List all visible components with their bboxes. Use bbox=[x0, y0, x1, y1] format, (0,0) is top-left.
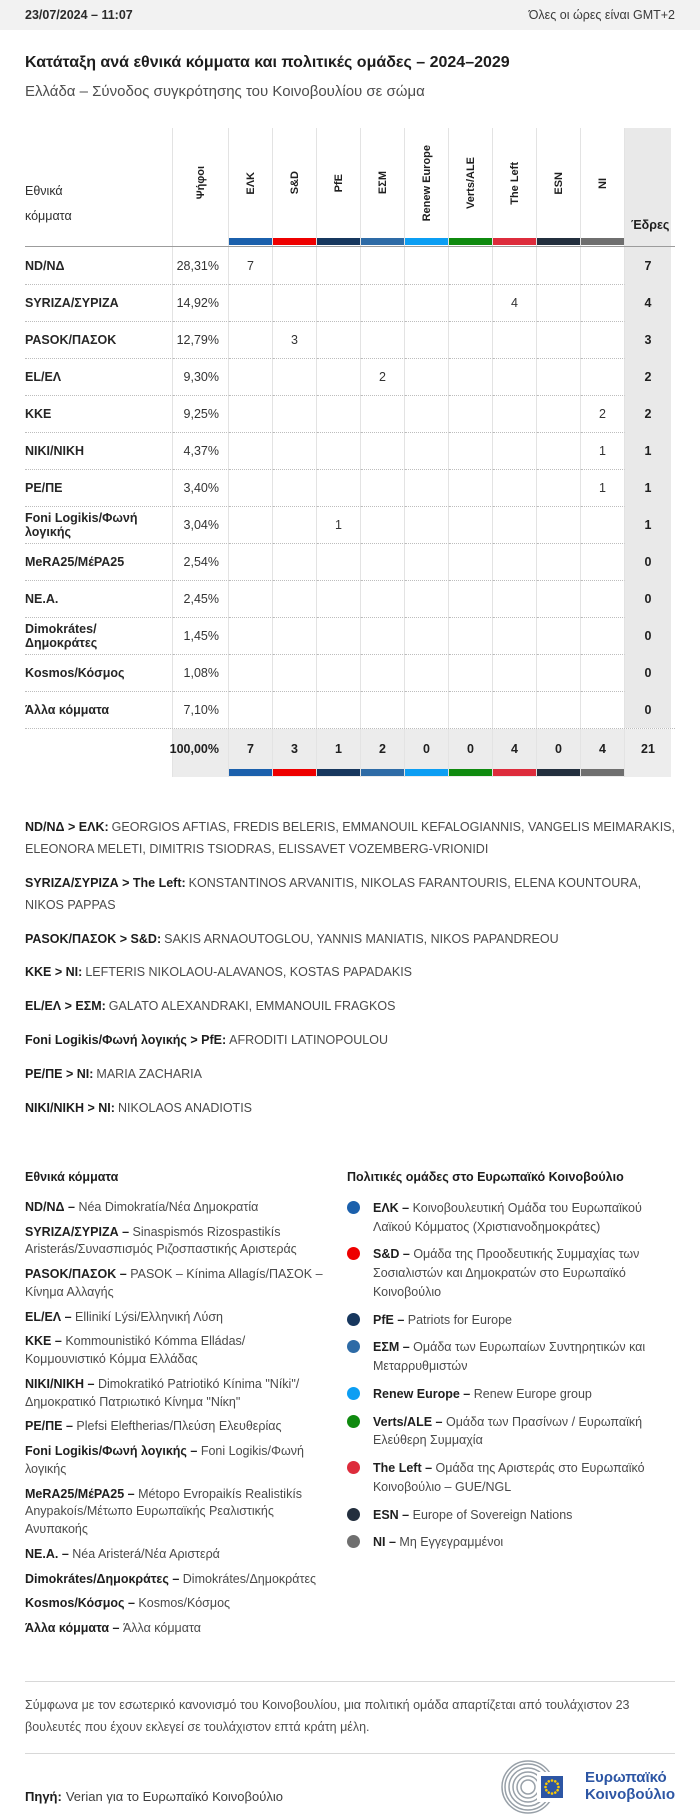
group-seat-cell bbox=[273, 469, 317, 506]
group-seat-cell bbox=[273, 432, 317, 469]
group-seat-cell bbox=[317, 617, 361, 654]
total-group-seats: 0 bbox=[449, 729, 493, 769]
source-line bbox=[25, 1789, 283, 1804]
group-seat-cell bbox=[229, 617, 273, 654]
legend-party-item: Dimokrátes/Δημοκράτες – Dimokrátes/Δημοκράτες bbox=[25, 1571, 317, 1586]
votes-cell: 9,25% bbox=[173, 395, 229, 432]
footnote: ND/ΝΔ > ΕΛΚ: GEORGIOS AFTIAS, FREDIS BELERIS, EMMANOUIL KEFALOGIANNIS, VANGELIS MEIMARAKIS, ELEONORA MELETI, DIMITRIS TSIODRAS, ELISSAVET VOZEMBERG-VRIONIDI bbox=[25, 820, 675, 856]
group-seat-cell: 1 bbox=[581, 432, 625, 469]
table-row bbox=[25, 395, 675, 432]
votes-cell: 14,92% bbox=[173, 284, 229, 321]
votes-cell: 9,30% bbox=[173, 358, 229, 395]
legend-group-item: NI – Μη Εγγεγραμμένοι bbox=[347, 1533, 675, 1552]
legend-group-item: Verts/ALE – Ομάδα των Πρασίνων / Ευρωπαϊκή Ελεύθερη Συμμαχία bbox=[347, 1413, 675, 1451]
footnote: Foni Logikis/Φωνή λογικής > PfE: AFRODITI LATINOPOULOU bbox=[25, 1033, 388, 1048]
seats-cell: 0 bbox=[625, 580, 671, 617]
group-seat-cell bbox=[449, 247, 493, 284]
votes-cell: 28,31% bbox=[173, 247, 229, 284]
group-seat-cell bbox=[581, 284, 625, 321]
group-seat-cell bbox=[581, 543, 625, 580]
footnote: ΚΚΕ > NI: LEFTERIS NIKOLAOU-ALAVANOS, KOSTAS PAPADAKIS bbox=[25, 965, 413, 980]
table-header bbox=[25, 128, 675, 247]
elected-members-footnotes bbox=[25, 817, 675, 1120]
group-seat-cell bbox=[229, 358, 273, 395]
group-seat-cell bbox=[361, 432, 405, 469]
group-seat-cell bbox=[405, 469, 449, 506]
total-group-seats: 0 bbox=[405, 729, 449, 769]
column-header-group-ecr: ΕΣΜ bbox=[361, 128, 405, 238]
table-row bbox=[25, 543, 675, 580]
group-seat-cell bbox=[581, 321, 625, 358]
group-seat-cell bbox=[229, 284, 273, 321]
party-name: ΝΙΚΙ/ΝΙΚΗ bbox=[25, 432, 173, 469]
group-color-bar bbox=[493, 238, 537, 246]
votes-cell: 7,10% bbox=[173, 691, 229, 728]
total-color-bar-row bbox=[25, 769, 675, 777]
group-seat-cell bbox=[361, 247, 405, 284]
table-row bbox=[25, 691, 675, 728]
total-group-seats: 4 bbox=[493, 729, 537, 769]
group-seat-cell bbox=[361, 506, 405, 543]
legend-party-item: ΚΚΕ – Kommounistikó Kómma Elládas/Κομμουνιστικό Κόμμα Ελλάδας bbox=[25, 1334, 246, 1366]
group-seat-cell bbox=[405, 506, 449, 543]
footer bbox=[25, 1753, 675, 1814]
group-seat-cell bbox=[273, 284, 317, 321]
legend-party-item: EL/ΕΛ – Ellinikí Lýsi/Ελληνική Λύση bbox=[25, 1309, 223, 1324]
party-name: PASOK/ΠΑΣΟΚ bbox=[25, 321, 173, 358]
legend-groups-title: Πολιτικές ομάδες στο Ευρωπαϊκό Κοινοβούλιο bbox=[347, 1169, 624, 1184]
group-seat-cell bbox=[537, 395, 581, 432]
table-row bbox=[25, 284, 675, 321]
column-header-group-left: The Left bbox=[493, 128, 537, 238]
group-seat-cell bbox=[317, 247, 361, 284]
group-seat-cell bbox=[581, 654, 625, 691]
group-color-bar bbox=[317, 238, 361, 246]
legend-group-item: Renew Europe – Renew Europe group bbox=[347, 1385, 675, 1404]
footnote: ΝΙΚΙ/ΝΙΚΗ > NI: NIKOLAOS ANADIOTIS bbox=[25, 1100, 253, 1115]
legend-party-item: PASOK/ΠΑΣΟΚ – PASOK – Kínima Allagís/ΠΑΣΟΚ – Κίνημα Αλλαγής bbox=[25, 1267, 323, 1299]
table-row bbox=[25, 247, 675, 284]
group-seat-cell bbox=[537, 321, 581, 358]
party-name: ΡΕ/ΠΕ bbox=[25, 469, 173, 506]
legend-group-item: ΕΣΜ – Ομάδα των Ευρωπαίων Συντηρητικών και Μεταρρυθμιστών bbox=[347, 1338, 675, 1376]
legend-group-item: PfE – Patriots for Europe bbox=[347, 1311, 675, 1330]
total-group-seats: 1 bbox=[317, 729, 361, 769]
group-color-bar-row bbox=[25, 238, 675, 246]
group-seat-cell bbox=[361, 284, 405, 321]
group-seat-cell bbox=[405, 617, 449, 654]
total-group-seats: 0 bbox=[537, 729, 581, 769]
party-name: SYRIZA/ΣΥΡΙΖΑ bbox=[25, 284, 173, 321]
group-seat-cell bbox=[361, 691, 405, 728]
seats-cell: 0 bbox=[625, 691, 671, 728]
party-name: ΚΚΕ bbox=[25, 395, 173, 432]
group-seat-cell: 1 bbox=[317, 506, 361, 543]
column-header-votes: Ψήφοι bbox=[173, 128, 229, 238]
column-header-group-epp: ΕΛΚ bbox=[229, 128, 273, 238]
group-color-bar bbox=[493, 769, 537, 777]
party-name: ND/ΝΔ bbox=[25, 247, 173, 284]
group-seat-cell bbox=[317, 358, 361, 395]
rules-note: Σύμφωνα με τον εσωτερικό κανονισμό του Κοινοβουλίου, μια πολιτική ομάδα απαρτίζεται από τουλάχιστον 23 βουλευτές που έχουν εκλεγεί σε τουλάχιστον επτά κράτη μέλη. bbox=[25, 1681, 675, 1739]
group-color-bar bbox=[537, 238, 581, 246]
group-seat-cell bbox=[273, 543, 317, 580]
legend-group-item: The Left – Ομάδα της Αριστεράς στο Ευρωπαϊκό Κοινοβούλιο – GUE/NGL bbox=[347, 1459, 675, 1497]
group-seat-cell bbox=[405, 691, 449, 728]
group-color-bar bbox=[273, 238, 317, 246]
group-seat-cell bbox=[581, 691, 625, 728]
group-color-dot bbox=[347, 1387, 360, 1400]
group-color-dot bbox=[347, 1340, 360, 1353]
legend-party-item: ΝΙΚΙ/ΝΙΚΗ – Dimokratikó Patriotikó Kínima "Níki"/Δημοκρατικό Πατριωτικό Κίνημα "Νίκη" bbox=[25, 1376, 300, 1409]
group-seat-cell bbox=[537, 432, 581, 469]
group-color-bar bbox=[405, 238, 449, 246]
group-seat-cell bbox=[449, 432, 493, 469]
legend bbox=[25, 1170, 675, 1645]
group-seat-cell bbox=[449, 395, 493, 432]
group-color-bar bbox=[229, 238, 273, 246]
seats-cell: 3 bbox=[625, 321, 671, 358]
group-seat-cell: 2 bbox=[581, 395, 625, 432]
group-seat-cell bbox=[493, 395, 537, 432]
group-seat-cell bbox=[229, 506, 273, 543]
group-seat-cell bbox=[317, 321, 361, 358]
group-seat-cell bbox=[581, 358, 625, 395]
group-seat-cell bbox=[493, 580, 537, 617]
group-seat-cell bbox=[493, 432, 537, 469]
timestamp: 23/07/2024 – 11:07 bbox=[25, 8, 133, 22]
seats-cell: 1 bbox=[625, 469, 671, 506]
legend-groups-column bbox=[347, 1170, 675, 1645]
group-seat-cell bbox=[581, 247, 625, 284]
seats-cell: 1 bbox=[625, 432, 671, 469]
table-total-row bbox=[25, 728, 675, 769]
legend-party-item: Foni Logikis/Φωνή λογικής – Foni Logikis/Φωνή λογικής bbox=[25, 1444, 304, 1476]
table-row bbox=[25, 432, 675, 469]
legend-party-item: MeRA25/ΜέΡΑ25 – Métopo Evropaikís Realistikís Anypakoís/Μέτωπο Ευρωπαϊκής Ρεαλιστικής Ανυπακοής bbox=[25, 1486, 303, 1536]
group-seat-cell bbox=[317, 654, 361, 691]
votes-cell: 1,08% bbox=[173, 654, 229, 691]
group-seat-cell bbox=[449, 617, 493, 654]
group-seat-cell bbox=[405, 358, 449, 395]
group-seat-cell bbox=[361, 580, 405, 617]
votes-cell: 2,45% bbox=[173, 580, 229, 617]
group-color-dot bbox=[347, 1461, 360, 1474]
group-seat-cell bbox=[537, 691, 581, 728]
group-seat-cell bbox=[317, 395, 361, 432]
table-row bbox=[25, 617, 675, 654]
group-color-bar bbox=[581, 769, 625, 777]
group-seat-cell bbox=[317, 691, 361, 728]
column-header-group-pfe: PfE bbox=[317, 128, 361, 238]
group-seat-cell bbox=[537, 284, 581, 321]
group-seat-cell bbox=[273, 654, 317, 691]
group-color-bar bbox=[229, 769, 273, 777]
legend-party-item: SYRIZA/ΣΥΡΙΖΑ – Sinaspismós Rizospastikís Aristerás/Συνασπισμός Ριζοσπαστικής Αριστεράς bbox=[25, 1224, 297, 1257]
group-seat-cell bbox=[493, 469, 537, 506]
group-seat-cell bbox=[229, 580, 273, 617]
group-seat-cell bbox=[229, 469, 273, 506]
group-seat-cell bbox=[449, 654, 493, 691]
total-group-seats: 7 bbox=[229, 729, 273, 769]
votes-cell: 1,45% bbox=[173, 617, 229, 654]
group-seat-cell bbox=[405, 432, 449, 469]
seats-cell: 2 bbox=[625, 358, 671, 395]
seats-cell: 4 bbox=[625, 284, 671, 321]
legend-party-item: Άλλα κόμματα – Άλλα κόμματα bbox=[25, 1621, 201, 1635]
group-seat-cell: 4 bbox=[493, 284, 537, 321]
group-seat-cell bbox=[229, 654, 273, 691]
group-color-dot bbox=[347, 1535, 360, 1548]
group-seat-cell bbox=[229, 432, 273, 469]
hemicycle-eu-flag-icon bbox=[495, 1760, 577, 1814]
footnote: PASOK/ΠΑΣΟΚ > S&D: SAKIS ARNAOUTOGLOU, YANNIS MANIATIS, NIKOS PAPANDREOU bbox=[25, 931, 559, 946]
group-color-bar bbox=[405, 769, 449, 777]
group-seat-cell bbox=[361, 654, 405, 691]
group-color-bar bbox=[449, 769, 493, 777]
column-header-group-renew: Renew Europe bbox=[405, 128, 449, 238]
group-seat-cell bbox=[405, 654, 449, 691]
legend-party-item: ND/ΝΔ – Néa Dimokratía/Νέα Δημοκρατία bbox=[25, 1199, 259, 1214]
party-name: EL/ΕΛ bbox=[25, 358, 173, 395]
votes-cell: 3,04% bbox=[173, 506, 229, 543]
table-row bbox=[25, 654, 675, 691]
votes-cell: 2,54% bbox=[173, 543, 229, 580]
total-votes: 100,00% bbox=[173, 729, 229, 769]
group-seat-cell bbox=[405, 321, 449, 358]
group-seat-cell bbox=[449, 580, 493, 617]
table-row bbox=[25, 506, 675, 543]
group-seat-cell bbox=[449, 691, 493, 728]
group-seat-cell bbox=[229, 395, 273, 432]
group-seat-cell bbox=[405, 580, 449, 617]
group-color-bar bbox=[361, 769, 405, 777]
group-seat-cell bbox=[273, 691, 317, 728]
group-seat-cell bbox=[493, 617, 537, 654]
legend-party-item: Kosmos/Κόσμος – Kosmos/Κόσμος bbox=[25, 1596, 231, 1611]
group-seat-cell bbox=[273, 580, 317, 617]
footnote: SYRIZA/ΣΥΡΙΖΑ > The Left: KONSTANTINOS ARVANITIS, NIKOLAS FARANTOURIS, ELENA KOUNTOURA, NIKOS PAPPAS bbox=[25, 875, 642, 912]
group-seat-cell bbox=[537, 580, 581, 617]
seats-cell: 0 bbox=[625, 654, 671, 691]
column-header-group-ni: NI bbox=[581, 128, 625, 238]
group-seat-cell bbox=[537, 506, 581, 543]
legend-party-item: ΡΕ/ΠΕ – Plefsi Eleftherias/Πλεύση Ελευθερίας bbox=[25, 1419, 282, 1434]
group-seat-cell bbox=[273, 617, 317, 654]
european-parliament-logo bbox=[495, 1760, 675, 1814]
legend-group-item: ΕΛΚ – Κοινοβουλευτική Ομάδα του Ευρωπαϊκού Λαϊκού Κόμματος (Χριστιανοδημοκράτες) bbox=[347, 1199, 675, 1237]
page-title: Κατάταξη ανά εθνικά κόμματα και πολιτικές ομάδες – 2024–2029 bbox=[25, 54, 510, 71]
logo-wordmark: Ευρωπαϊκό Κοινοβούλιο bbox=[584, 1768, 675, 1803]
footnote: EL/ΕΛ > ΕΣΜ: GALATO ALEXANDRAKI, EMMANOUIL FRAGKOS bbox=[25, 999, 396, 1014]
group-seat-cell bbox=[449, 284, 493, 321]
votes-cell: 3,40% bbox=[173, 469, 229, 506]
group-seat-cell bbox=[317, 432, 361, 469]
page-subtitle: Ελλάδα – Σύνοδος συγκρότησης του Κοινοβουλίου σε σώμα bbox=[25, 83, 425, 100]
table-row bbox=[25, 358, 675, 395]
group-seat-cell bbox=[405, 247, 449, 284]
row-header-label: Εθνικά κόμματα bbox=[25, 128, 173, 238]
top-bar bbox=[0, 0, 700, 30]
group-seat-cell bbox=[317, 469, 361, 506]
group-seat-cell bbox=[449, 321, 493, 358]
group-seat-cell bbox=[361, 469, 405, 506]
group-color-bar bbox=[361, 238, 405, 246]
seats-cell: 2 bbox=[625, 395, 671, 432]
group-seat-cell bbox=[493, 543, 537, 580]
group-seat-cell bbox=[449, 358, 493, 395]
table-row bbox=[25, 321, 675, 358]
group-seat-cell bbox=[449, 506, 493, 543]
votes-cell: 4,37% bbox=[173, 432, 229, 469]
legend-parties-column bbox=[25, 1170, 325, 1645]
group-color-dot bbox=[347, 1415, 360, 1428]
group-seat-cell bbox=[537, 543, 581, 580]
group-seat-cell bbox=[405, 284, 449, 321]
group-seat-cell bbox=[317, 543, 361, 580]
group-seat-cell bbox=[537, 654, 581, 691]
group-seat-cell bbox=[273, 247, 317, 284]
group-color-bar bbox=[537, 769, 581, 777]
group-seat-cell bbox=[537, 617, 581, 654]
seats-cell: 0 bbox=[625, 543, 671, 580]
table-row bbox=[25, 580, 675, 617]
total-group-seats: 4 bbox=[581, 729, 625, 769]
seats-cell: 1 bbox=[625, 506, 671, 543]
seats-cell: 7 bbox=[625, 247, 671, 284]
group-color-dot bbox=[347, 1247, 360, 1260]
column-header-group-greens: Verts/ALE bbox=[449, 128, 493, 238]
results-table bbox=[25, 128, 675, 777]
legend-party-item: ΝΕ.Α. – Néa Aristerá/Νέα Αριστερά bbox=[25, 1546, 220, 1561]
party-name: Kosmos/Κόσμος bbox=[25, 654, 173, 691]
table-row bbox=[25, 469, 675, 506]
group-seat-cell: 3 bbox=[273, 321, 317, 358]
group-seat-cell bbox=[449, 543, 493, 580]
group-color-bar bbox=[449, 238, 493, 246]
seats-cell: 0 bbox=[625, 617, 671, 654]
total-group-seats: 3 bbox=[273, 729, 317, 769]
legend-parties-title: Εθνικά κόμματα bbox=[25, 1169, 119, 1184]
group-seat-cell bbox=[493, 506, 537, 543]
legend-group-item: ESN – Europe of Sovereign Nations bbox=[347, 1506, 675, 1525]
group-seat-cell bbox=[229, 543, 273, 580]
column-header-group-esn: ESN bbox=[537, 128, 581, 238]
group-seat-cell: 2 bbox=[361, 358, 405, 395]
group-seat-cell bbox=[493, 691, 537, 728]
group-color-dot bbox=[347, 1201, 360, 1214]
party-name: Άλλα κόμματα bbox=[25, 691, 173, 728]
group-seat-cell bbox=[361, 543, 405, 580]
source-label: Πηγή: bbox=[25, 1788, 62, 1804]
party-name: ΝΕ.Α. bbox=[25, 580, 173, 617]
column-header-group-sd: S&D bbox=[273, 128, 317, 238]
source-text: Verian για το Ευρωπαϊκό Κοινοβούλιο bbox=[65, 1788, 283, 1804]
total-group-seats: 2 bbox=[361, 729, 405, 769]
group-seat-cell bbox=[405, 395, 449, 432]
party-name: MeRA25/ΜέΡΑ25 bbox=[25, 543, 173, 580]
votes-cell: 12,79% bbox=[173, 321, 229, 358]
group-seat-cell bbox=[581, 617, 625, 654]
group-color-bar bbox=[273, 769, 317, 777]
group-seat-cell bbox=[273, 358, 317, 395]
group-color-dot bbox=[347, 1313, 360, 1326]
group-seat-cell: 7 bbox=[229, 247, 273, 284]
group-seat-cell bbox=[273, 506, 317, 543]
group-seat-cell bbox=[581, 506, 625, 543]
group-seat-cell bbox=[361, 321, 405, 358]
timezone-note: Όλες οι ώρες είναι GMT+2 bbox=[528, 8, 675, 22]
group-seat-cell bbox=[229, 691, 273, 728]
group-seat-cell bbox=[537, 469, 581, 506]
legend-group-item: S&D – Ομάδα της Προοδευτικής Συμμαχίας των Σοσιαλιστών και Δημοκρατών στο Ευρωπαϊκό Κοινοβούλιο bbox=[347, 1245, 675, 1301]
group-seat-cell bbox=[273, 395, 317, 432]
group-color-dot bbox=[347, 1508, 360, 1521]
total-seats: 21 bbox=[625, 729, 671, 769]
group-seat-cell bbox=[537, 247, 581, 284]
group-seat-cell bbox=[317, 580, 361, 617]
group-seat-cell bbox=[361, 395, 405, 432]
group-seat-cell bbox=[493, 321, 537, 358]
group-color-bar bbox=[317, 769, 361, 777]
group-seat-cell bbox=[581, 580, 625, 617]
group-seat-cell bbox=[493, 358, 537, 395]
group-seat-cell bbox=[493, 654, 537, 691]
group-seat-cell: 1 bbox=[581, 469, 625, 506]
group-seat-cell bbox=[405, 543, 449, 580]
group-seat-cell bbox=[317, 284, 361, 321]
column-header-seats: Έδρες bbox=[625, 128, 671, 238]
footnote: ΡΕ/ΠΕ > NI: MARIA ZACHARIA bbox=[25, 1067, 202, 1081]
group-seat-cell bbox=[493, 247, 537, 284]
group-seat-cell bbox=[449, 469, 493, 506]
group-seat-cell bbox=[229, 321, 273, 358]
group-seat-cell bbox=[361, 617, 405, 654]
group-color-bar bbox=[581, 238, 625, 246]
party-name: Foni Logikis/Φωνή λογικής bbox=[25, 506, 173, 543]
party-name: Dimokrátes/Δημοκράτες bbox=[25, 617, 173, 654]
group-seat-cell bbox=[537, 358, 581, 395]
